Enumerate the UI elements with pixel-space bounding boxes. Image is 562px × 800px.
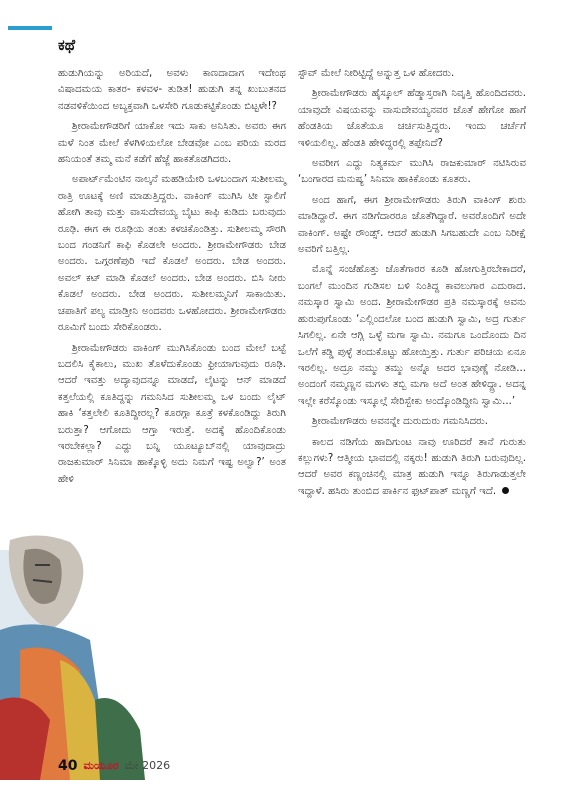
paragraph: ಶ್ರೀರಾಮೇಗೌಡರಿಗೆ ಯಾಕೋ ಇದು ಸಾಕು ಅನಿಸಿತು. ಅವರು ಈಗ ಮಳೆ ನಿಂತ ಮೇಲೆ ಕೆಳಗಿಳಿಯಲೋ ಬೇಡವೋ ಎಂಬ ಪರಿಯ ಮರದ ಹನಿಯಂತೆ ತಮ್ಮ ಮನೆ ಕಡೆಗೆ ಹೆಜ್ಜೆ ಹಾಕತೊಡಗಿದರು. [58,121,286,166]
article-column-left [58,66,286,488]
magazine-name: ಮಯೂರ [83,759,119,772]
paragraph: ಅಪಾರ್ಟ್‌ಮೆಂಟಿನ ನಾಲ್ಕನೆ ಮಹಡಿಯೇರಿ ಒಳಬಂದಾಗ ಸುಶೀಲಮ್ಮ ರಾತ್ರಿ ಊಟಕ್ಕೆ ಅಣಿ ಮಾಡುತ್ತಿದ್ದರು. ವಾಕಿಂಗ್ ಮುಗಿಸಿ ಟೀ ಸ್ಟಾಲಿಗೆ ಹೋಗಿ ತಾವು ಮತ್ತು ವಾಸುದೇವಯ್ಯ ಬೈಟು ಕಾಫಿ ಕುಡಿದು ಬರುವುದು ರೂಢಿ. ಈಗ ಈ ರೂಢಿಯ ತಂತು ಕಳಚಿಕೊಂಡಿತ್ತು. ಸುಶೀಲಮ್ಮ ಸೌರಗಿ ಬಂದ ಗಂಡನಿಗೆ ಕಾಫಿ ಕೊಡಲೇ ಅಂದರು. ಶ್ರೀರಾಮೇಗೌಡರು ಬೇಡ ಅಂದರು. ಒಗ್ಗರಣೆಪುರಿ ಇದೆ ಕೊಡಲೆ ಅಂದರು. ಬೇಡ ಅಂದರು. ಅವಲ್ ಕಟ್ ಮಾಡಿ ಕೊಡಲೆ ಅಂದರು. ಬೇಡ ಅಂದರು. ಬಿಸಿ ನೀರು ಕೊಡಲೆ ಅಂದರು. ಬೇಡ ಅಂದರು. ಸುಶೀಲಮ್ಮನಿಗೆ ಸಾಕಾಯಿತು. ಚಪಾತಿಗೆ ಪಲ್ಯ ಮಾಡ್ತೀನಿ ಅಂದವರು ಒಳಹೋದರು. ಶ್ರೀರಾಮೇಗೌಡರು ರೂಮಿಗೆ ಬಂದು ಸೇರಿಕೊಂಡರು. [58,174,286,334]
page-number: 40 [58,758,78,774]
section-title: ಕಥೆ [58,36,76,54]
page-footer [58,758,170,774]
paragraph: ಶ್ರೀರಾಮೇಗೌಡರು ಅವನನ್ನೇ ದುರುದುರು ಗಮನಿಸಿದರು. [312,416,489,428]
paragraph: ಮೊನ್ನೆ ಸಂಜೆಹೊತ್ತು ಜೊತೆಗಾರರ ಕೂಡಿ ಹೋಗುತ್ತಿರಬೇಕಾದರೆ, ಬಂಗಲೆ ಮುಂದಿನ ಗುಡಿಸಲ ಬಳಿ ನಿಂತಿದ್ದ ಕಾವಲುಗಾರ ಎದುರಾದ. ನಮಸ್ಕಾರ ಸ್ವಾಮಿ ಅಂದ. ಶ್ರೀರಾಮೇಗೌಡರ ಪ್ರತಿ ನಮಸ್ಕಾರಕ್ಕೆ ಅವನು ಹುರುಪುಗೊಂಡು ‘ಎಲ್ಲಿಂದಲೋ ಬಂದ ಹುಡುಗಿ ಸ್ವಾಮಿ, ಅದ್ರ ಗುರ್ತು ಸಿಗಲಿಲ್ಲ. ಏನೇ ಆಗ್ಲಿ ಒಳ್ಳೆ ಮಗಾ ಸ್ವಾಮಿ. ನಮಗೂ ಒಂದೊಂದು ದಿನ ಒಲೆಗೆ ಕಡ್ಡಿ ಪುಳ್ಳೆ ತಂದುಕೊಟ್ಟು ಹೋಯ್ತಿತ್ತು. ಗುರ್ತು ಪರಿಚಯ ಏನೂ ಇರಲಿಲ್ಲ. ಅದ್ರೂ ನಮ್ಮು ತಮ್ಮು ಅನ್ನೊ ಅದರ ಭಾವುಣ್ಣೆ ನೋಡಿ... ಅಂದಂಗೆ ನಮ್ಮಣ್ಣನ ಮಗಳು ತಬ್ಬಿ ಮಗಾ ಅದೆ ಅಂತ ಹೇಳಿದ್ದ್ರಾ. ಅದನ್ನ ಇಲ್ಲೇ ಕರೆಸ್ಕೊಂಡು ಇಸ್ಕೂಲ್ಗೆ ಸೇರಿಸ್ಬೇಕು ಅಂದ್ಕೊಂಡಿದ್ದೀನಿ ಸ್ವಾಮಿ...’ [298,264,526,407]
article-column-right [298,66,526,500]
paragraph: ಅವರೀಗ ಎದ್ದು ನಿತ್ಯಕರ್ಮ ಮುಗಿಸಿ ರಾಜಕುಮಾರ್ ನಟಿಸಿರುವ ‘ಬಂಗಾರದ ಮನುಷ್ಯ’ ಸಿನಿಮಾ ಹಾಕಿಕೊಂಡು ಕೂತರು. [298,158,526,186]
paragraph: ಸ್ಟೌವ್ ಮೇಲೆ ನೀರಿಟ್ಟಿದ್ದೆ ಅನ್ನುತ್ತ ಒಳ ಹೋದರು. [298,68,455,79]
paragraph: ಶ್ರೀರಾಮೇಗೌಡರು ಹೈಸ್ಕೂಲ್ ಹೆಡ್ಮಾಸ್ತರಾಗಿ ನಿವೃತ್ತಿ ಹೊಂದಿದವರು. ಯಾವುದೇ ವಿಷಯವನ್ನು ವಾಸುದೇವಯ್ಯನವರ ಜೊತೆ ಹೇಗೋ ಹಾಗೆ ಹೆಂಡತಿಯ ಜೊತೆಯೂ ಚರ್ಚಿಸುತ್ತಿದ್ದರು. ಇಂದು ಚರ್ಚೆಗೆ ಇಳಿಯಲಿಲ್ಲ. ಹೆಂಡತಿ ಹೇಳಿದ್ದರಲ್ಲಿ ತಪ್ಪೇನಿದೆ? [298,88,526,149]
illustration-figure [0,520,150,780]
section-accent-bar [8,26,52,30]
paragraph: ಶ್ರೀರಾಮೇಗೌಡರು ವಾಕಿಂಗ್ ಮುಗಿಸಿಕೊಂಡು ಬಂದ ಮೇಲೆ ಬಟ್ಟೆ ಬದಲಿಸಿ ಕೈಕಾಲು, ಮುಖ ತೊಳೆದುಕೊಂಡು ಫ್ರೀಯಾಗುವುದು ರೂಢಿ. ಆದರೆ ಇವತ್ತು ಅದ್ಯಾವುದನ್ನೂ ಮಾಡದೆ, ಲೈಟನ್ನು ಆನ್ ಮಾಡದೆ ಕತ್ತಲೆಯಲ್ಲಿ ಕೂತಿದ್ದನ್ನು ಗಮನಿಸಿದ ಸುಶೀಲಮ್ಮ ಒಳ ಬಂದು ಲೈಟ್ ಹಾಕಿ ‘ಕತ್ತಲೇಲಿ ಕೂತಿದ್ದೀರಲ್ಲ? ಕೂರಗ್ಗಾ ಕೂತ್ರೆ ಕಳಕೊಂಡಿದ್ದು ತಿರುಗಿ ಬರುತ್ತಾ? ಆಗೋದು ಆಗ್ತಾ ಇರುತ್ತೆ. ಅದಕ್ಕೆ ಹೊಂದಿಕೊಂಡು ಇರಬೇಕಲ್ಲಾ? ಎದ್ದು ಬನ್ನಿ ಯೂಟ್ಯೂಬ್‌ನಲ್ಲಿ ಯಾವುದಾದ್ರು ರಾಜಕುಮಾರ್ ಸಿನಿಮಾ ಹಾಕ್ಕೊಳ್ಳಿ ಅದು ನಿಮಗೆ ಇಷ್ಟ ಅಲ್ವಾ?’ ಅಂತ ಹೇಳಿ [58,342,286,485]
end-of-story-icon [502,487,509,494]
paragraph-final [298,435,526,501]
paragraph: ಅಂದ ಹಾಗೆ, ಈಗ ಶ್ರೀರಾಮೇಗೌಡರು ತಿರುಗಿ ವಾಕಿಂಗ್ ಶುರು ಮಾಡಿದ್ದಾರೆ. ಈಗ ನಡಿಗೆದಾರರೂ ಜೊತೆಗಿದ್ದಾರೆ. ಅವರೊಂದಿಗೆ ಅದೇ ವಾಕಿಂಗ್. ಅಷ್ಟೇ ರೌಂಡ್ಸ್. ಆದರೆ ಹುಡುಗಿ ಸಿಗಬಹುದೇ ಎಂಬ ನಿರೀಕ್ಷೆ ಅವರಿಗೆ ಬತ್ತಿಲ್ಲ. [298,194,526,256]
paragraph-final-text: ಕಾಲದ ನಡಿಗೆಯ ಹಾದಿಗುಂಟ ನಾವು ಊರಿದರೆ ತಾನೆ ಗುರುತು ಕಲ್ಲುಗಳು? ಆತ್ಮೀಯ ಭಾವದಲ್ಲಿ ನಕ್ಕರು! ಹುಡುಗಿ ತಿರುಗಿ ಬರುವುದಿಲ್ಲ. ಆದರೆ ಅವರ ಕಣ್ಣಂಚಿನಲ್ಲಿ ಮಾತ್ರ ಹುಡುಗಿ ಇನ್ನೂ ತಿರುಗಾಡುತ್ತಲೇ ಇದ್ದಾಳೆ. ಹಸಿರು ತುಂಬಿದ ಪಾರ್ಕಿನ ಫುಟ್‌ಪಾತ್ ಮಣ್ಣಗೆ ಇದೆ. [298,436,526,497]
issue-date: ಮೇ 2026 [124,759,171,772]
paragraph: ಹುಡುಗಿಯನ್ನು ಅರಿಯದೆ, ಅವಳು ಕಾಣದಾದಾಗ ಇದೇಂಥ ವಿಷಾದಮಯ ಕಾತರ- ಕಳವಳ- ತುಡಿತ! ಹುಡುಗಿ ತನ್ನ ಖುಬುತನದ ನಡವಳಿಕೆಯಿಂದ ಅಬ್ಯಕ್ತವಾಗಿ ಒಳಸೇರಿ ಗೂಡುಕಟ್ಟಿಕೊಂಡು ಬಿಟ್ಟಳೇ!? [58,68,286,112]
